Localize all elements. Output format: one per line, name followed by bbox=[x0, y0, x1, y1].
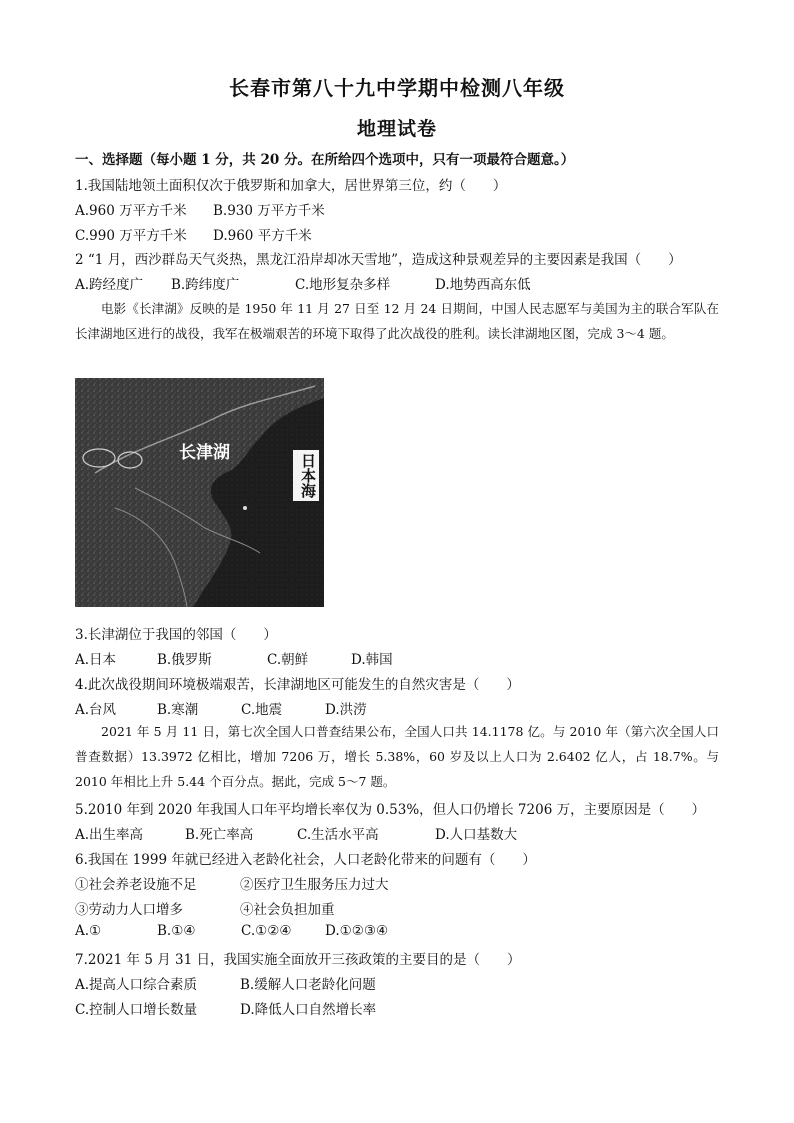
q6-option-d: D.①②③④ bbox=[325, 923, 389, 939]
changjin-lake-map bbox=[75, 378, 324, 607]
q5-option-b: B.死亡率高 bbox=[185, 827, 254, 843]
q5-option-c: C.生活水平高 bbox=[297, 827, 379, 843]
q6-option-a: A.① bbox=[75, 923, 102, 939]
q2-option-d: D.地势西高东低 bbox=[435, 277, 531, 293]
q3-option-b: B.俄罗斯 bbox=[157, 652, 212, 668]
q1-option-b: B.930 万平方千米 bbox=[213, 203, 325, 219]
q4-option-a: A.台风 bbox=[75, 702, 117, 718]
q4-option-d: D.洪涝 bbox=[325, 702, 367, 718]
q6-item-2: ②医疗卫生服务压力过大 bbox=[240, 877, 389, 893]
question-7-options-row2 bbox=[75, 998, 376, 1018]
question-1-options-row1 bbox=[75, 199, 325, 219]
question-1-options-row2 bbox=[75, 224, 312, 244]
passage-changjin: 电影《长津湖》反映的是 1950 年 11 月 27 日至 12 月 24 日期间，中国人民志愿军与美国为主的联合军队在长津湖地区进行的战役，我军在极端艰苦的环境下取得了此次战役的胜利。读长津湖地区图，完成 3～4 题。 bbox=[75, 301, 719, 341]
question-2-options bbox=[75, 273, 531, 293]
q1-option-c: C.990 万平方千米 bbox=[75, 228, 187, 244]
q4-option-c: C.地震 bbox=[241, 702, 283, 718]
section-heading: 一、选择题（每小题 1 分，共 20 分。在所给四个选项中，只有一项最符合题意。） bbox=[75, 152, 575, 168]
question-5-options bbox=[75, 823, 517, 843]
question-3-options bbox=[75, 648, 393, 668]
q7-option-d: D.降低人口自然增长率 bbox=[240, 1002, 377, 1018]
exam-subtitle: 地理试卷 bbox=[356, 118, 437, 140]
question-2-stem: 2 “1 月，西沙群岛天气炎热，黑龙江沿岸却冰天雪地”，造成这种景观差异的主要因素是我国（ ） bbox=[75, 252, 682, 268]
question-6-items-row1 bbox=[75, 873, 389, 893]
q6-item-4: ④社会负担加重 bbox=[240, 902, 335, 918]
q6-option-b: B.①④ bbox=[157, 923, 196, 939]
q6-option-c: C.①②④ bbox=[241, 923, 292, 939]
q7-option-b: B.缓解人口老龄化问题 bbox=[240, 977, 376, 993]
q7-option-a: A.提高人口综合素质 bbox=[75, 977, 198, 993]
passage-census: 2021 年 5 月 11 日，第七次全国人口普查结果公布，全国人口共 14.1178 亿。与 2010 年（第六次全国人口普查数据）13.3972 亿相比，增加 7206 万，增长 5.38%，60 岁及以上人口为 2.6402 亿人，占 18.7%。与 2010 年相比上升 5.44 个百分点。据此，完成 5～7 题。 bbox=[75, 724, 719, 789]
question-6-items-row2 bbox=[75, 898, 335, 918]
q1-option-d: D.960 平方千米 bbox=[213, 228, 312, 244]
map-lake-label: 长津湖 bbox=[179, 443, 230, 463]
question-1-stem: 1.我国陆地领土面积仅次于俄罗斯和加拿大，居世界第三位，约（ ） bbox=[75, 178, 507, 194]
q2-option-a: A.跨经度广 bbox=[75, 277, 144, 293]
q4-option-b: B.寒潮 bbox=[157, 702, 199, 718]
q3-option-d: D.韩国 bbox=[351, 652, 393, 668]
q2-option-c: C.地形复杂多样 bbox=[295, 277, 391, 293]
q3-option-c: C.朝鲜 bbox=[267, 652, 309, 668]
q5-option-d: D.人口基数大 bbox=[435, 827, 518, 843]
q6-item-1: ①社会养老设施不足 bbox=[75, 877, 197, 893]
q3-option-a: A.日本 bbox=[75, 652, 117, 668]
question-6-stem: 6.我国在 1999 年就已经进入老龄化社会，人口老龄化带来的问题有（ ） bbox=[75, 852, 536, 868]
map-graphic bbox=[75, 378, 324, 607]
question-7-options-row1 bbox=[75, 973, 376, 993]
question-6-options bbox=[75, 923, 388, 939]
q5-option-a: A.出生率高 bbox=[75, 827, 144, 843]
question-3-stem: 3.长津湖位于我国的邻国（ ） bbox=[75, 627, 277, 643]
q7-option-c: C.控制人口增长数量 bbox=[75, 1002, 198, 1018]
exam-title: 长春市第八十九中学期中检测八年级 bbox=[229, 76, 565, 100]
map-sea-label: 日本海 bbox=[293, 450, 319, 501]
question-4-stem: 4.此次战役期间环境极端艰苦，长津湖地区可能发生的自然灾害是（ ） bbox=[75, 677, 520, 693]
question-5-stem: 5.2010 年到 2020 年我国人口年平均增长率仅为 0.53%，但人口仍增长 7206 万，主要原因是（ ） bbox=[75, 802, 706, 818]
question-4-options bbox=[75, 698, 367, 718]
q1-option-a: A.960 万平方千米 bbox=[75, 203, 187, 219]
q6-item-3: ③劳动力人口增多 bbox=[75, 902, 183, 918]
q2-option-b: B.跨纬度广 bbox=[171, 277, 240, 293]
question-7-stem: 7.2021 年 5 月 31 日，我国实施全面放开三孩政策的主要目的是（ ） bbox=[75, 952, 521, 968]
